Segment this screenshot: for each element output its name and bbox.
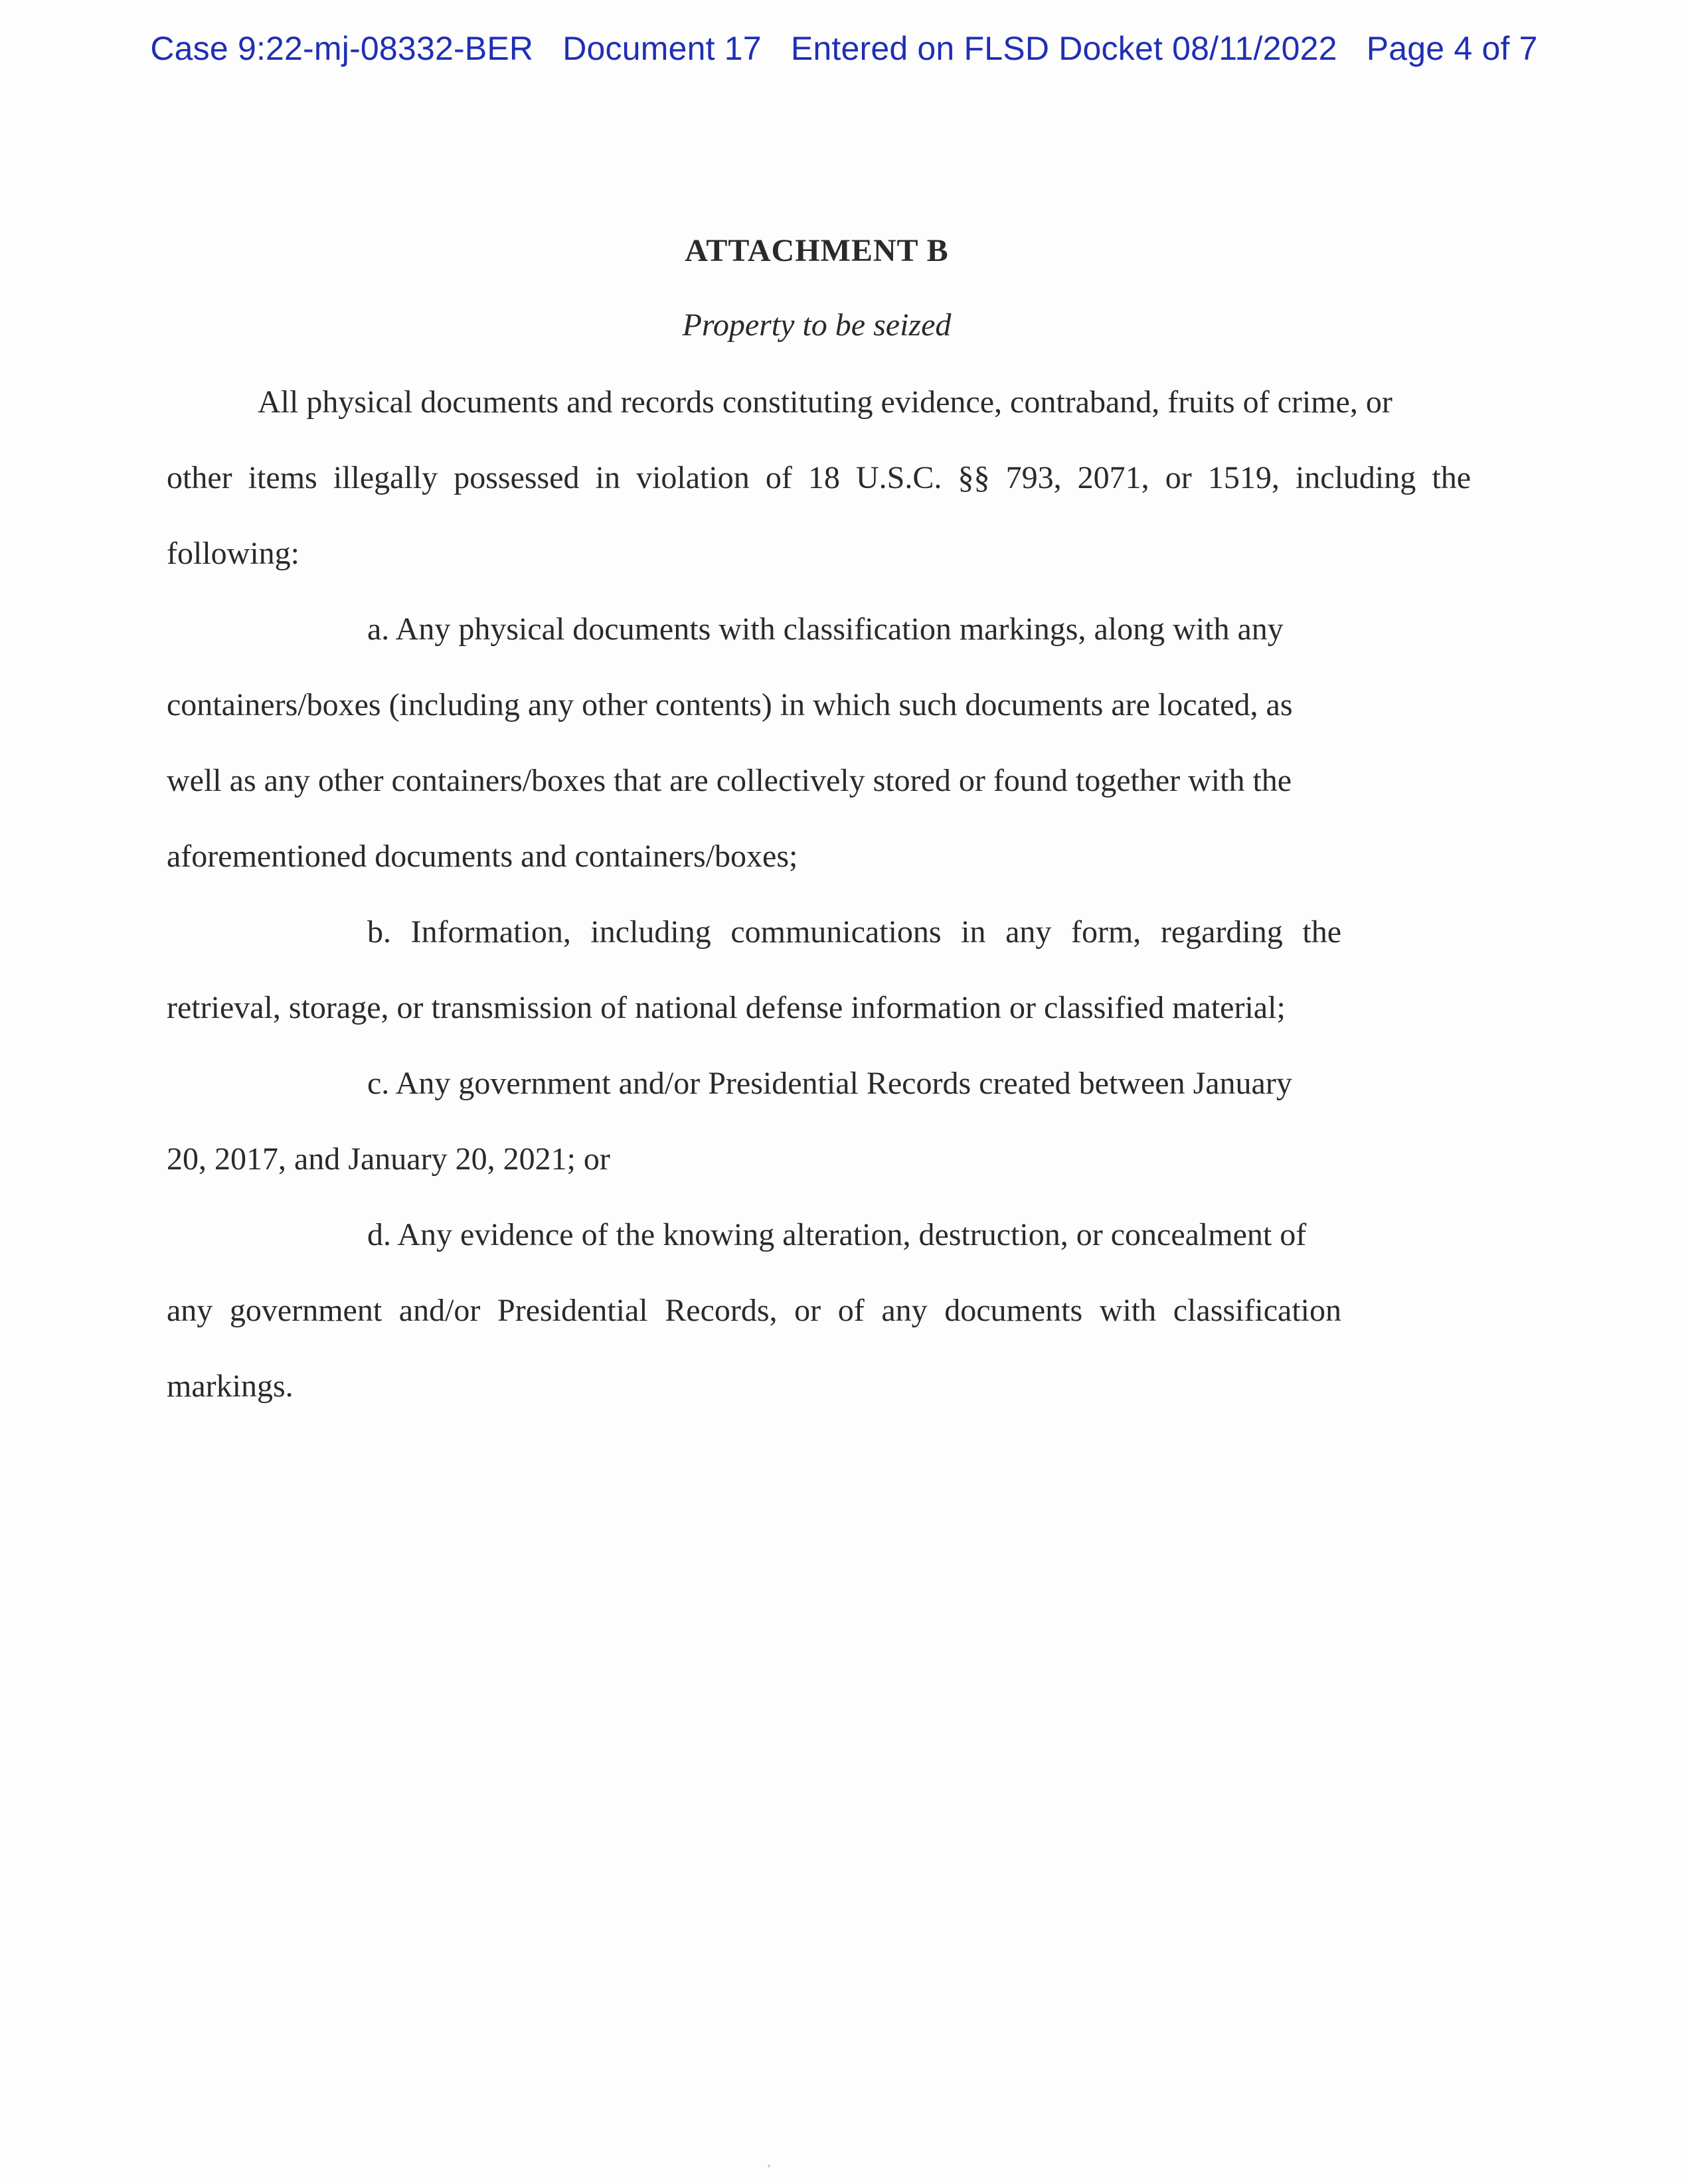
document-number: Document 17: [562, 30, 762, 67]
attachment-title: ATTACHMENT B: [685, 233, 949, 268]
item-d-line-3: markings.: [167, 1369, 294, 1404]
item-a-line-3: well as any other containers/boxes that are collectively stored or found together with the: [167, 763, 1292, 798]
item-d-line-1: d. Any evidence of the knowing alteration, destruction, or concealment of: [367, 1217, 1307, 1252]
item-c-line-1: c. Any government and/or Presidential Records created between January: [367, 1066, 1292, 1101]
intro-line-3: following:: [167, 536, 299, 571]
intro-line-2: other items illegally possessed in violation of 18 U.S.C. §§ 793, 2071, or 1519, including the: [167, 460, 1471, 495]
attachment-subtitle: Property to be seized: [682, 307, 952, 343]
item-d-line-2: any government and/or Presidential Records, or of any documents with classification: [167, 1293, 1341, 1328]
item-c-line-2: 20, 2017, and January 20, 2021; or: [167, 1141, 610, 1177]
docket-header: [0, 29, 1688, 68]
item-b-line-1: b. Information, including communications in any form, regarding the: [367, 914, 1341, 950]
scan-speck: [768, 2165, 770, 2167]
item-b-line-2: retrieval, storage, or transmission of national defense information or classified material;: [167, 990, 1286, 1025]
item-a-line-1: a. Any physical documents with classification markings, along with any: [367, 612, 1284, 647]
item-a-line-2: containers/boxes (including any other contents) in which such documents are located, as: [167, 687, 1293, 722]
item-a-line-4: aforementioned documents and containers/boxes;: [167, 839, 798, 874]
docket-entry-date: Entered on FLSD Docket 08/11/2022: [790, 30, 1337, 67]
intro-line-1: All physical documents and records constituting evidence, contraband, fruits of crime, or: [258, 384, 1393, 420]
page-number: Page 4 of 7: [1366, 30, 1538, 67]
case-number: Case 9:22-mj-08332-BER: [150, 30, 534, 67]
